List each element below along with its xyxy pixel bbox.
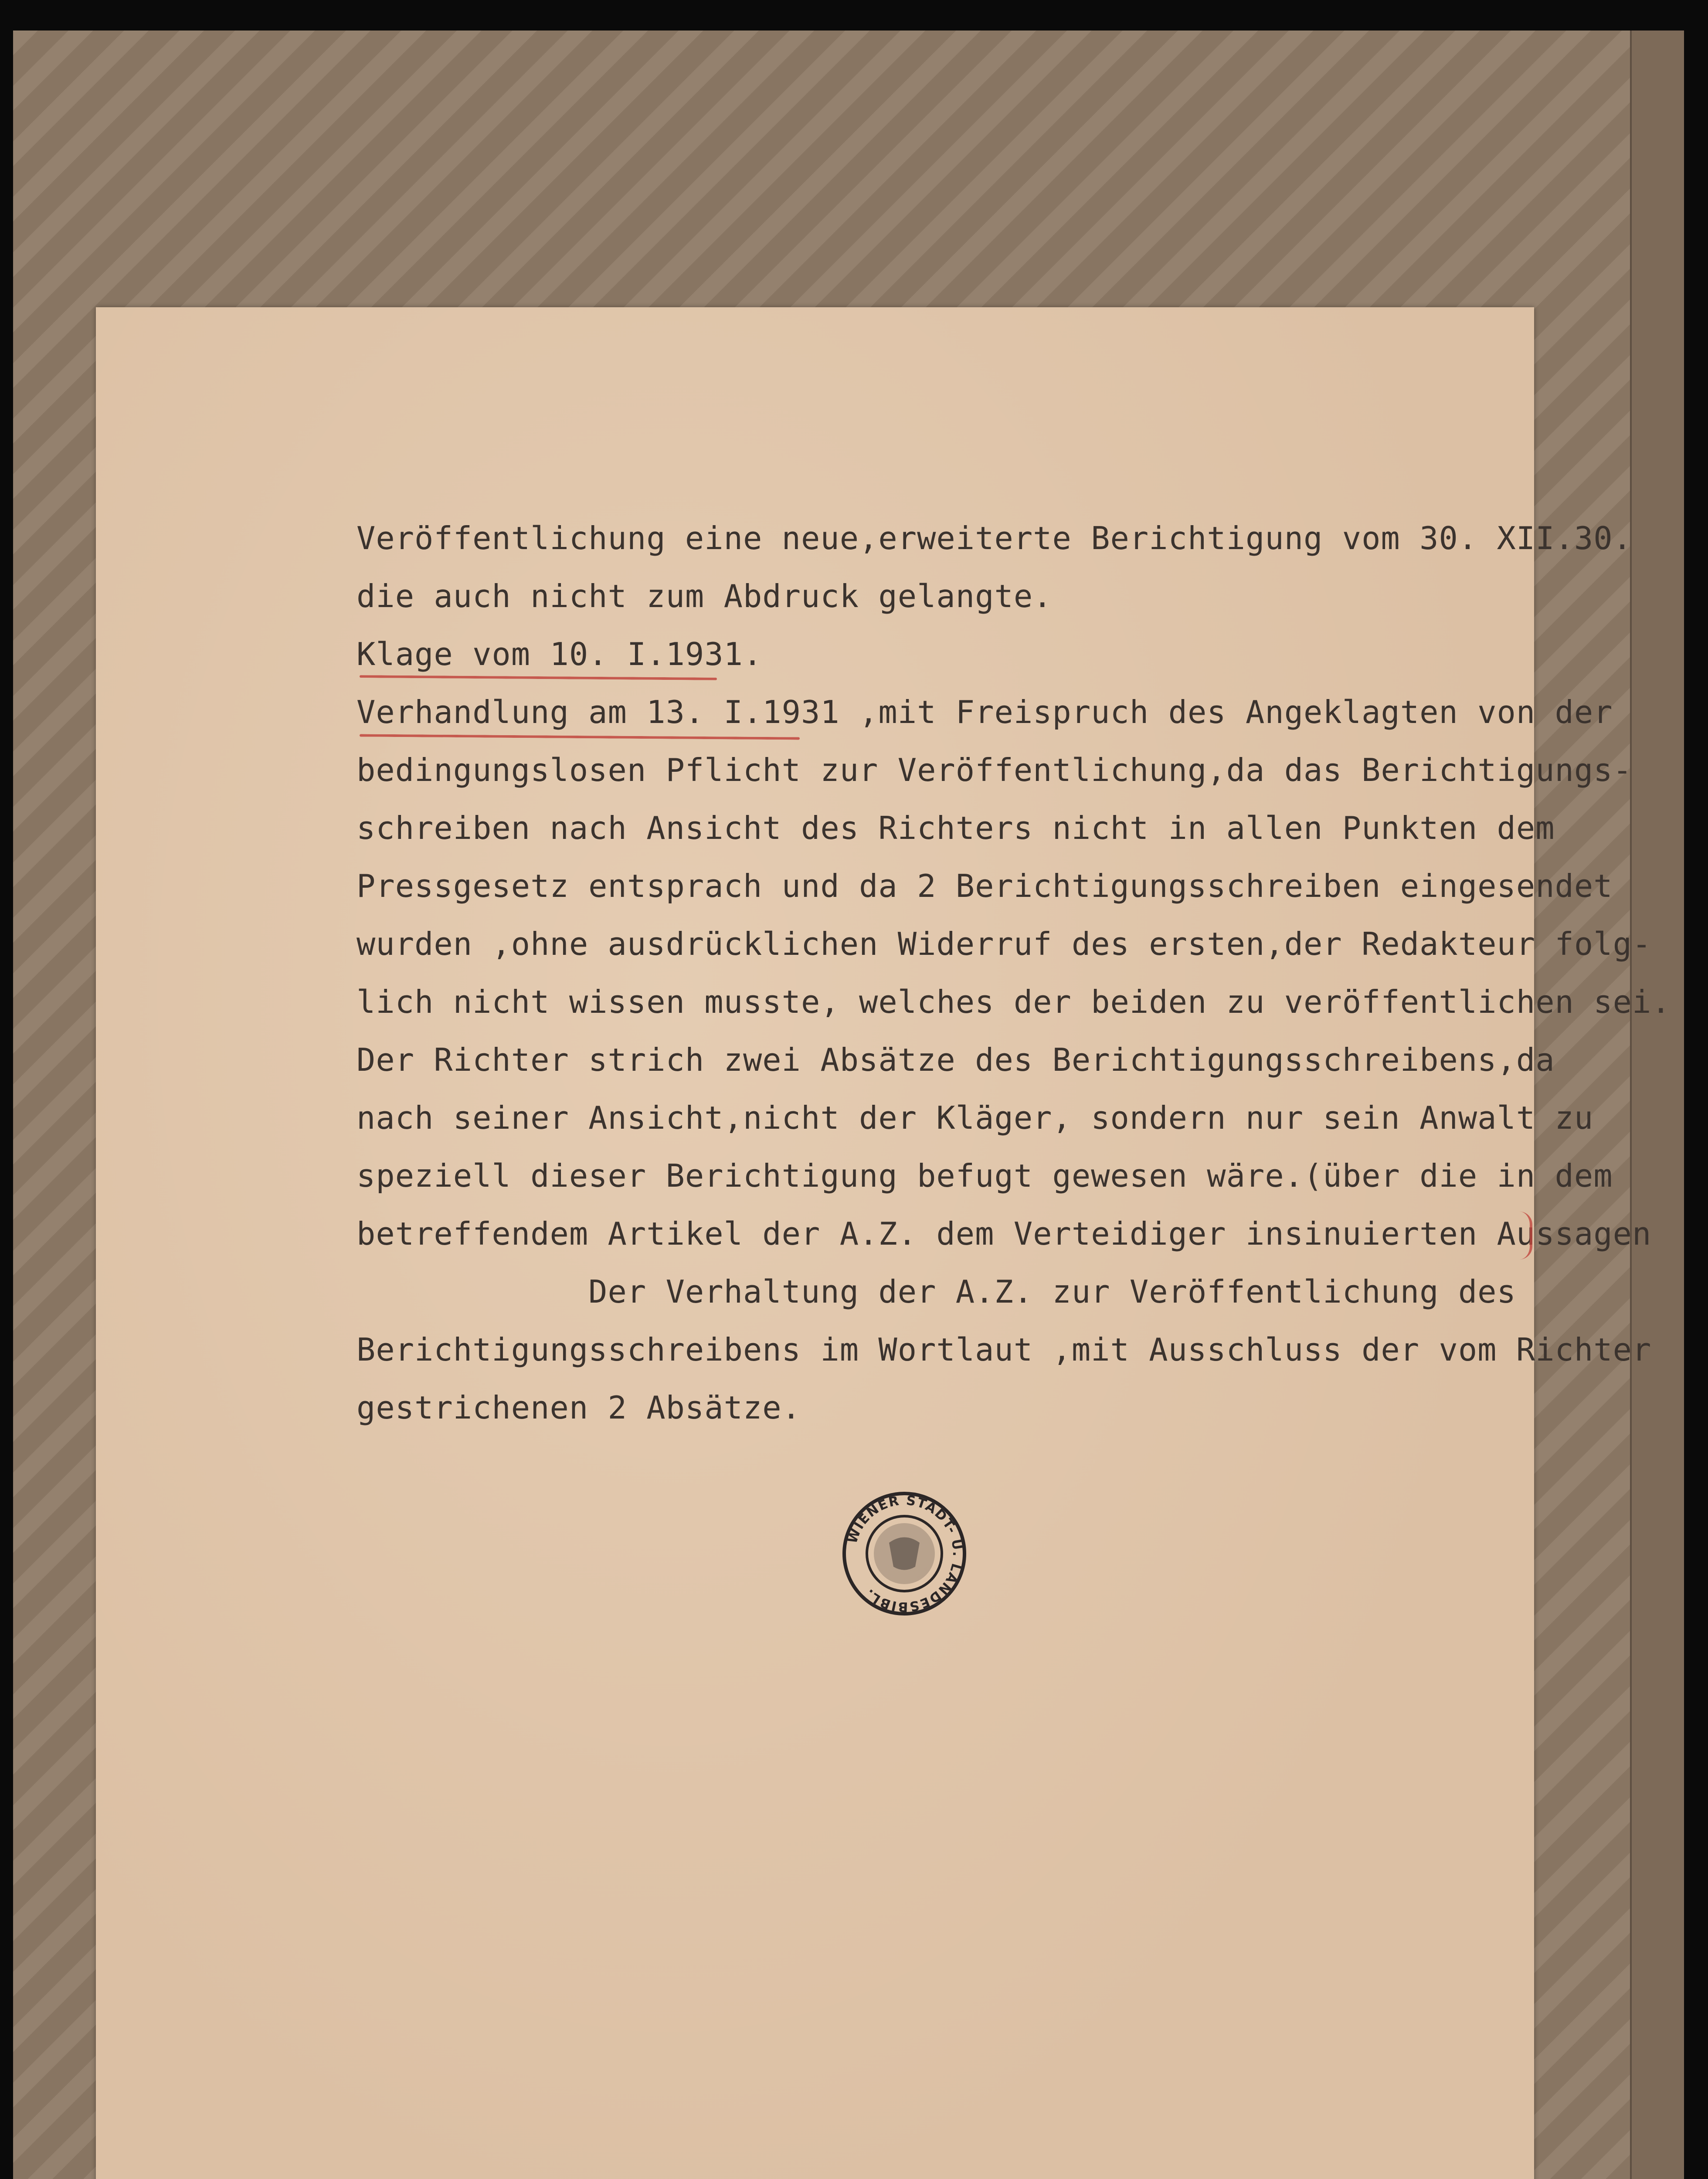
text-line-1: Veröffentlichung eine neue,erweiterte Berichtigung vom 30. XII.30. [357, 520, 1632, 557]
library-stamp [841, 1490, 968, 1617]
text-line-16: gestrichenen 2 Absätze. [357, 1389, 801, 1426]
text-line-11: nach seiner Ansicht,nicht der Kläger, sondern nur sein Anwalt zu [357, 1100, 1594, 1136]
text-line-14: Der Verhaltung der A.Z. zur Veröffentlichung des [357, 1273, 1516, 1310]
text-line-6: schreiben nach Ansicht des Richters nicht in allen Punkten dem [357, 810, 1555, 846]
stamp-text: WIENER STADT- U. LANDESBIBL. [845, 1493, 965, 1615]
text-line-10: Der Richter strich zwei Absätze des Berichtigungsschreibens,da [357, 1042, 1555, 1078]
text-line-4: Verhandlung am 13. I.1931 ,mit Freispruch des Angeklagten von der [357, 694, 1613, 730]
folder-edge [1630, 31, 1684, 2179]
text-line-13: betreffendem Artikel der A.Z. dem Verteidiger insinuierten Aussagen [357, 1215, 1652, 1252]
text-line-3: Klage vom 10. I.1931. [357, 636, 763, 672]
stamp-coat-of-arms [889, 1538, 920, 1570]
text-line-8: wurden ,ohne ausdrücklichen Widerruf des ersten,der Redakteur folg- [357, 926, 1652, 962]
text-line-15: Berichtigungsschreibens im Wortlaut ,mit Ausschluss der vom Richter [357, 1331, 1652, 1368]
text-line-7: Pressgesetz entsprach und da 2 Berichtigungsschreiben eingesendet [357, 868, 1613, 904]
text-line-12: speziell dieser Berichtigung befugt gewesen wäre.(über die in dem [357, 1157, 1613, 1194]
red-pencil-bracket-mark [1519, 1212, 1532, 1259]
text-line-5: bedingungslosen Pflicht zur Veröffentlichung,da das Berichtigungs- [357, 752, 1632, 788]
text-line-2: die auch nicht zum Abdruck gelangte. [357, 578, 1053, 614]
text-line-9: lich nicht wissen musste, welches der beiden zu veröffentlichen sei. [357, 984, 1671, 1020]
